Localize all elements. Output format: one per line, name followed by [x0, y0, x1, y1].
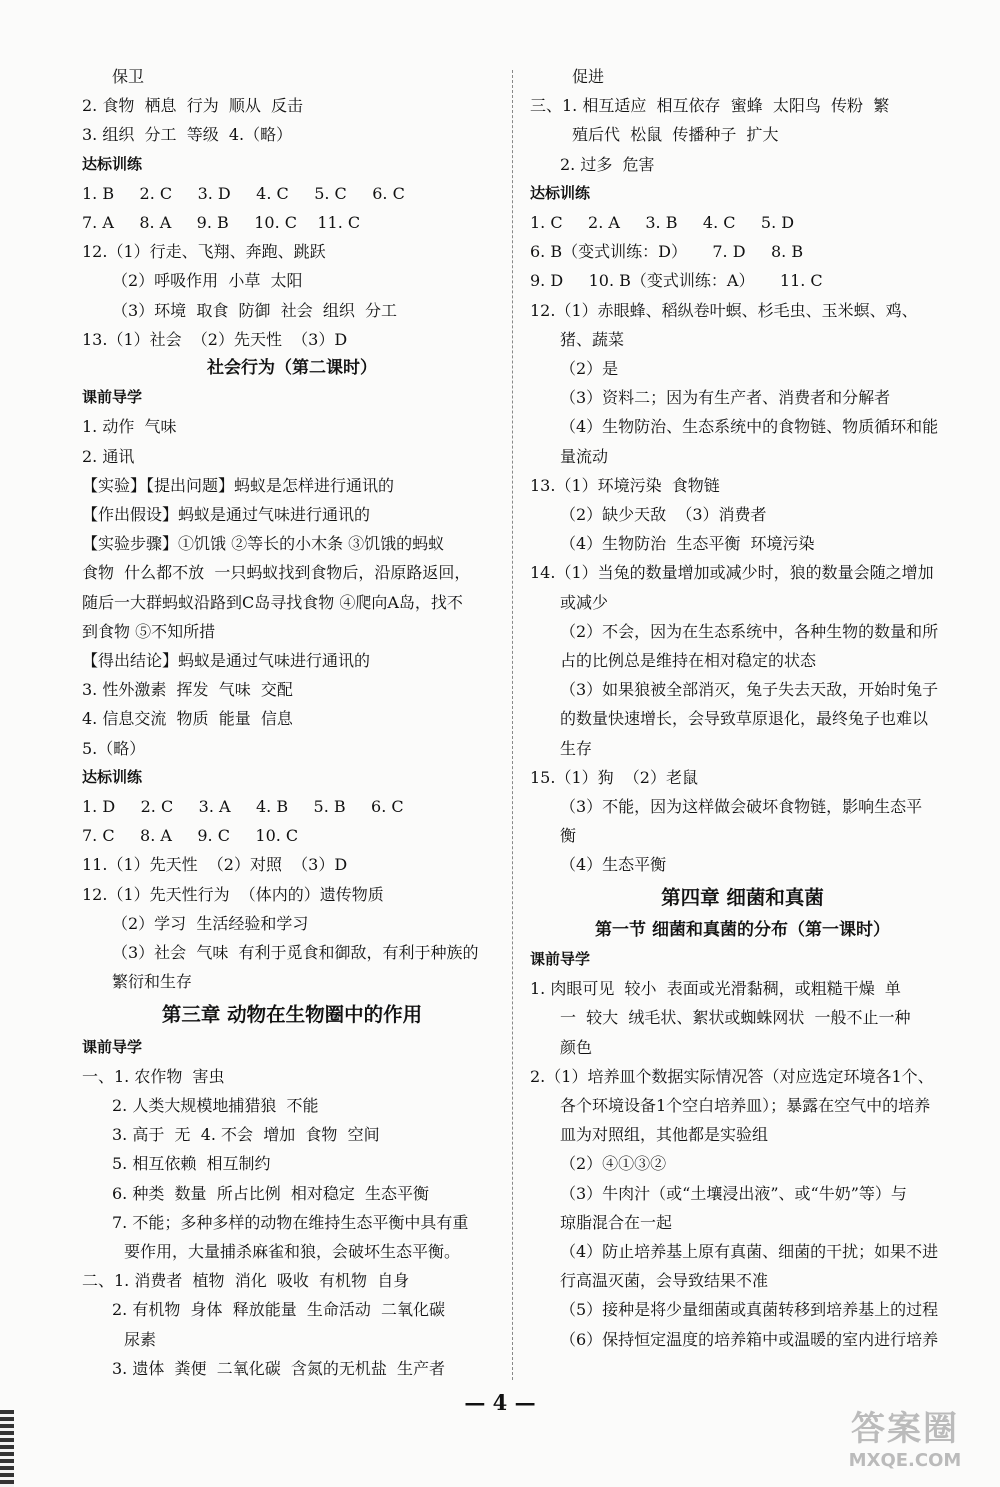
- answer-line: 食物 什么都不放 一只蚂蚁找到食物后，沿原路返回，: [82, 563, 471, 583]
- answer-line: 【作出假设】蚂蚁是通过气味进行通讯的: [82, 505, 371, 525]
- answer-line: 1. 肉眼可见 较小 表面或光滑黏稠，或粗糙干燥 单: [530, 979, 901, 999]
- answer-line: 3. 高于 无 4. 不会 增加 食物 空间: [112, 1125, 380, 1145]
- answer-line: 2. 食物 栖息 行为 顺从 反击: [82, 96, 304, 116]
- answer-line: 促进: [572, 67, 605, 86]
- answer-line: 达标训练: [82, 767, 143, 786]
- right-column: [530, 62, 955, 1354]
- answer-line: 3. 遗体 粪便 二氧化碳 含氮的无机盐 生产者: [112, 1358, 446, 1378]
- scan-edge-mark: [0, 1410, 14, 1487]
- answer-line: 2. 人类大规模地捕猎狼 不能: [112, 1095, 319, 1115]
- answer-line: 7. A 8. A 9. B 10. C 11. C: [82, 213, 361, 233]
- answer-line: （2）不会，因为在生态系统中，各种生物的数量和所: [560, 621, 939, 641]
- answer-line: 2. 过多 危害: [560, 154, 655, 174]
- answer-line: 或减少: [560, 592, 609, 612]
- answer-line: （6）保持恒定温度的培养箱中或温暖的室内进行培养: [560, 1329, 939, 1349]
- answer-line: 一 较大 绒毛状、絮状或蜘蛛网状 一般不止一种: [560, 1008, 911, 1028]
- answer-line: 达标训练: [82, 154, 143, 173]
- answer-line: 要作用，大量捕杀麻雀和狼，会破坏生态平衡。: [124, 1241, 461, 1261]
- answer-line: 量流动: [560, 446, 609, 466]
- answer-line: 繁衍和生存: [112, 972, 193, 992]
- answer-line: 4. 信息交流 物质 能量 信息: [82, 709, 293, 729]
- answer-line: （3）不能，因为这样做会破坏食物链，影响生态平: [560, 797, 923, 817]
- watermark-logo: [820, 1401, 990, 1481]
- answer-line: （4）防止培养基上原有真菌、细菌的干扰；如果不进: [560, 1241, 939, 1261]
- answer-line: 随后一大群蚂蚁沿路到C岛寻找食物 ④爬向A岛，找不: [82, 592, 463, 612]
- answer-line: 课前导学: [530, 949, 591, 968]
- answer-line: 生存: [560, 738, 593, 758]
- answer-line: 殖后代 松鼠 传播种子 扩大: [572, 125, 779, 145]
- answer-line: 尿素: [124, 1329, 157, 1349]
- answer-line: （3）环境 取食 防御 社会 组织 分工: [112, 300, 398, 320]
- answer-line: （3）牛肉汁（或“土壤浸出液”、或“牛奶”等）与: [560, 1183, 907, 1203]
- answer-line: 2. 有机物 身体 释放能量 生命活动 二氧化碳: [112, 1300, 446, 1320]
- answer-line: （3）社会 气味 有利于觅食和御敌，有利于种族的: [112, 943, 479, 963]
- answer-line: 课前导学: [82, 388, 143, 407]
- answer-line: 课前导学: [82, 1037, 143, 1056]
- answer-line: 皿为对照组，其他都是实验组: [560, 1125, 769, 1145]
- answer-line: 社会行为（第二课时）: [207, 358, 377, 379]
- answer-line: （2）是: [560, 359, 619, 379]
- answer-line: （4）生物防治、生态系统中的食物链、物质循环和能: [560, 417, 939, 437]
- left-column: [82, 62, 502, 1383]
- answer-line: 6. 种类 数量 所占比例 相对稳定 生态平衡: [112, 1183, 430, 1203]
- answer-line: 7. C 8. A 9. C 10. C: [82, 826, 299, 846]
- answer-line: 【实验步骤】①饥饿 ②等长的小木条 ③饥饿的蚂蚁: [82, 534, 445, 554]
- answer-line: 【实验】【提出问题】蚂蚁是怎样进行通讯的: [82, 475, 395, 495]
- answer-line: 第四章 细菌和真菌: [661, 885, 824, 909]
- answer-line: 1. D 2. C 3. A 4. B 5. B 6. C: [82, 797, 404, 817]
- answer-line: （3）资料二；因为有生产者、消费者和分解者: [560, 388, 891, 408]
- column-divider: [512, 70, 513, 1380]
- answer-line: 各个环境设备1个空白培养皿）；暴露在空气中的培养: [560, 1095, 931, 1115]
- answer-line: 【得出结论】蚂蚁是通过气味进行通讯的: [82, 651, 371, 671]
- answer-line: 13.（1）社会 （2）先天性 （3）D: [82, 329, 348, 349]
- answer-line: 达标训练: [530, 183, 591, 202]
- answer-line: 12.（1）先天性行为 （体内的）遗传物质: [82, 884, 384, 904]
- answer-line: 琼脂混合在一起: [560, 1212, 673, 1232]
- watermark-title: 答案圈: [851, 1409, 959, 1449]
- answer-line: 第三章 动物在生物圈中的作用: [161, 1002, 423, 1026]
- answer-line: 15.（1）狗 （2）老鼠: [530, 767, 698, 787]
- answer-line: 衡: [560, 826, 577, 846]
- answer-line: 12.（1）行走、飞翔、奔跑、跳跃: [82, 242, 326, 262]
- page-number: — 4 —: [464, 1390, 536, 1415]
- answer-line: （5）接种是将少量细菌或真菌转移到培养基上的过程: [560, 1300, 939, 1320]
- answer-line: 三、1. 相互适应 相互依存 蜜蜂 太阳鸟 传粉 繁: [530, 96, 890, 116]
- answer-line: 1. B 2. C 3. D 4. C 5. C 6. C: [82, 183, 405, 203]
- answer-line: 行高温灭菌，会导致结果不准: [560, 1271, 769, 1291]
- answer-line: 7. 不能；多种多样的动物在维持生态平衡中具有重: [112, 1212, 469, 1232]
- answer-line: 1. 动作 气味: [82, 417, 177, 437]
- answer-line: 到食物 ⑤不知所措: [82, 621, 216, 641]
- answer-line: （3）如果狼被全部消灭，兔子失去天敌，开始时兔子: [560, 680, 939, 700]
- answer-line: 占的比例总是维持在相对稳定的状态: [560, 651, 817, 671]
- answer-line: （2）④①③②: [560, 1154, 667, 1174]
- answer-line: 2. 通讯: [82, 446, 135, 466]
- answer-line: （4）生态平衡: [560, 855, 667, 875]
- answer-line: 保卫: [112, 67, 145, 86]
- answer-line: 12.（1）赤眼蜂、稻纵卷叶螟、杉毛虫、玉米螟、鸡、: [530, 300, 918, 320]
- answer-line: 一、1. 农作物 害虫: [82, 1066, 225, 1086]
- answer-line: 9. D 10. B（变式训练：A） 11. C: [530, 271, 823, 291]
- answer-line: 5.（略）: [82, 738, 146, 758]
- answer-line: 13.（1）环境污染 食物链: [530, 475, 720, 495]
- answer-line: 3. 性外激素 挥发 气味 交配: [82, 680, 293, 700]
- answer-line: 2.（1）培养皿个数据实际情况答（对应选定环境各1个、: [530, 1066, 934, 1086]
- answer-line: 二、1. 消费者 植物 消化 吸收 有机物 自身: [82, 1271, 410, 1291]
- answer-line: 6. B（变式训练：D） 7. D 8. B: [530, 242, 804, 262]
- answer-line: （2）缺少天敌 （3）消费者: [560, 505, 767, 525]
- answer-line: （2）学习 生活经验和学习: [112, 913, 309, 933]
- answer-line: 14.（1）当兔的数量增加或减少时，狼的数量会随之增加: [530, 563, 934, 583]
- answer-line: 猪、蔬菜: [560, 329, 625, 349]
- answer-line: 颜色: [560, 1037, 593, 1057]
- answer-line: 5. 相互依赖 相互制约: [112, 1154, 271, 1174]
- answer-line: 1. C 2. A 3. B 4. C 5. D: [530, 213, 795, 233]
- answer-line: （2）呼吸作用 小草 太阳: [112, 271, 303, 291]
- answer-line: 第一节 细菌和真菌的分布（第一课时）: [595, 919, 890, 940]
- answer-line: 11.（1）先天性 （2）对照 （3）D: [82, 855, 348, 875]
- answer-line: 的数量快速增长，会导致草原退化，最终兔子也难以: [560, 709, 929, 729]
- answer-line: 3. 组织 分工 等级 4.（略）: [82, 125, 293, 145]
- watermark-url: MXQE.COM: [848, 1450, 962, 1471]
- answer-line: （4）生物防治 生态平衡 环境污染: [560, 534, 815, 554]
